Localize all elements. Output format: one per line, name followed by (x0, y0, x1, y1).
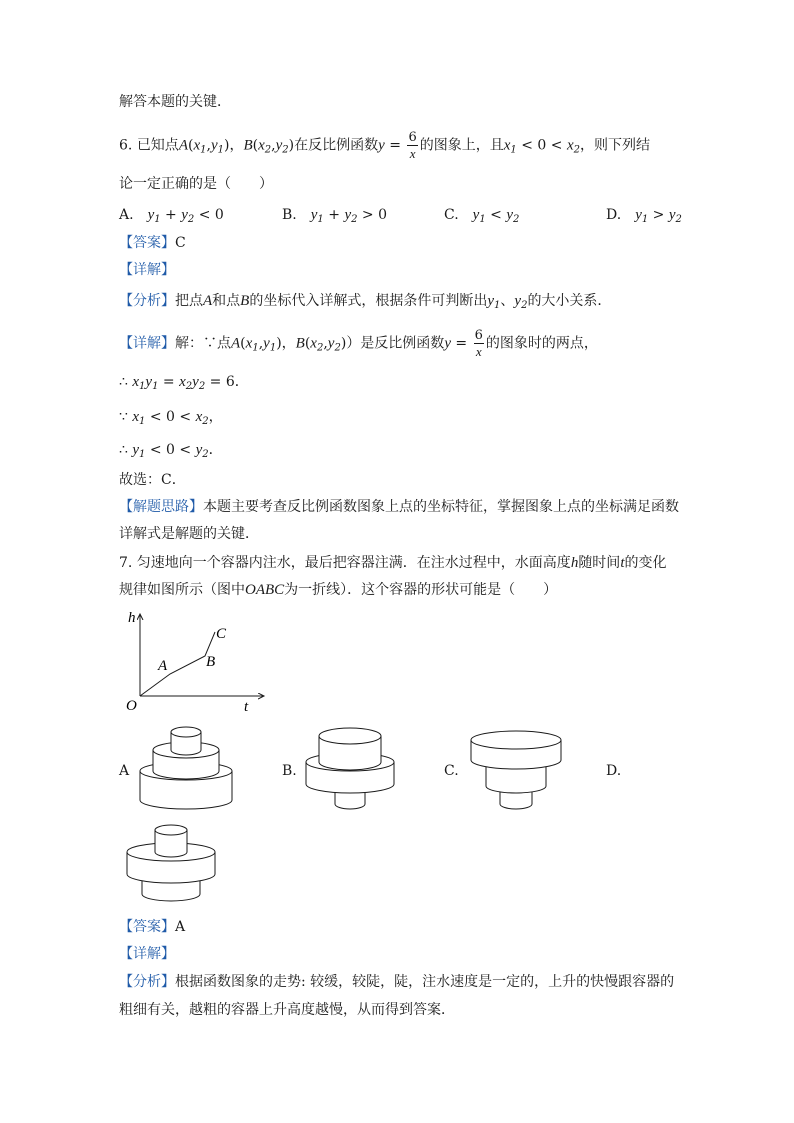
q6-detail-text-2: ）是反比例函数 (346, 335, 445, 352)
q6-analysis-text-1: 把点 (175, 293, 203, 309)
q6-detail-tag: 【详解】 (119, 262, 175, 278)
q7-graph (118, 608, 268, 718)
q7-option-d[interactable]: D. (606, 763, 622, 779)
q6-option-d-label: D. (606, 207, 622, 223)
q6-conclusion: 故选：C． (119, 472, 186, 488)
q7-label-a: A (158, 658, 168, 674)
q7-polyline-oabc (140, 632, 215, 696)
q7-label-b: B (206, 654, 216, 670)
q7-d-top-top (155, 825, 187, 835)
q6-text-4: ，则下列结 (579, 137, 650, 154)
q6-text-3: 的图象上，且 (419, 137, 504, 154)
q7-option-c[interactable]: C. (444, 763, 459, 779)
q7-answer: A (175, 919, 186, 935)
q7-container-a (138, 726, 234, 812)
q6-option-b-label: B. (282, 207, 297, 223)
q6-option-a[interactable]: A. $y_1 + y_2 < 0$ (119, 207, 224, 225)
q6-step-2: ∵ $x_1 < 0 < x_2$， (119, 409, 223, 427)
q7-text-2a: 规律如图所示（图中 (119, 582, 245, 598)
q6-idea-tag: 【解题思路】 (119, 499, 203, 515)
intro-line: 解答本题的关键． (119, 94, 231, 110)
q7-text-1c: 的变化 (624, 555, 667, 571)
q6-idea-text-1: 本题主要考查反比例函数图象上点的坐标特征，掌握图象上点的坐标满足函数 (203, 499, 679, 515)
q7-option-b[interactable]: B. (282, 763, 297, 779)
q7-label-c: C (216, 626, 227, 642)
q7-label-h: h (128, 610, 136, 626)
q7-stem-line2: 规律如图所示（图中OABC为一折线）．这个容器的形状可能是（ ） (119, 582, 558, 598)
q7-b-top-top (319, 728, 381, 744)
q6-analysis-line: 【分析】把点A和点B的坐标代入详解式，根据条件可判断出$y_1$、$y_2$的大小关系． (119, 293, 612, 311)
q6-text-1: 已知点 (136, 137, 179, 154)
q7-label-o: O (126, 698, 137, 714)
q6-option-c[interactable]: C. $y_1 < y_2$ (444, 207, 520, 225)
q7-a-top-top (171, 727, 201, 737)
q6-fraction-1: $\frac{6}{x}$ (408, 130, 417, 161)
q6-option-c-label: C. (444, 207, 459, 223)
q6-analysis-text-2: 和点 (212, 293, 241, 309)
q7-answer-line (119, 917, 185, 937)
q6-stem-line2: 论一定正确的是（ ） (119, 176, 273, 192)
q6-option-d[interactable]: D. $y_1 > y_2$ (606, 207, 682, 225)
q7-analysis-line2: 粗细有关，越粗的容器上升高度越慢，从而得到答案． (119, 1002, 455, 1018)
q6-answer-tag: 【答案】 (119, 235, 175, 251)
q6-idea-line2: 详解式是解题的关键． (119, 526, 259, 542)
q7-container-d (124, 822, 218, 908)
q6-stem-line1: 6. 已知点$A(x_1,y_1)$，$B(x_2,y_2)$在反比例函数y = $\frac{6}{x}$ 的图象上，且$x_1 < 0 < x_2$，则下列结 (119, 130, 650, 161)
q6-answer: C (175, 235, 186, 251)
q6-fraction-2: $\frac{6}{x}$ (474, 328, 483, 359)
q7-container-c (468, 726, 564, 812)
q7-analysis-line1 (119, 972, 674, 992)
q6-detail2-tag: 【详解】 (119, 335, 175, 352)
q7-container-b (302, 726, 398, 812)
q6-answer-line (119, 233, 186, 253)
q6-detail-line: 【详解】解：∵点$A(x_1,y_1)$，$B(x_2,y_2)$）是反比例函数y = $\frac{6}{x}$ 的图象时的两点， (119, 328, 598, 359)
q6-text-2: 在反比例函数 (294, 137, 379, 154)
q7-text-1: 7. 匀速地向一个容器内注水，最后把容器注满．在注水过程中，水面高度 (119, 555, 571, 571)
q6-detail-text-1: 解：∵点 (175, 335, 231, 352)
q6-analysis-text-3: 的坐标代入详解式，根据条件可判断出 (249, 293, 488, 309)
q6-step-1: ∴ $x_1y_1 = x_2y_2 = 6$． (119, 374, 249, 392)
q7-stem-line1: 7. 匀速地向一个容器内注水，最后把容器注满．在注水过程中，水面高度h随时间t的变化 (119, 555, 667, 571)
q7-detail-tag: 【详解】 (119, 946, 175, 962)
q6-detail-text-3: 的图象时的两点， (485, 335, 598, 352)
q6-analysis-tag: 【分析】 (119, 293, 175, 309)
q6-analysis-text-4: 的大小关系． (527, 293, 612, 309)
q6-option-b[interactable]: B. $y_1 + y_2 > 0$ (282, 207, 388, 225)
q7-c-middle-tier (486, 766, 546, 793)
q7-label-t: t (244, 699, 249, 715)
q7-analysis-text-1: 根据函数图象的走势: 较缓，较陡，陡，注水速度是一定的，上升的快慢跟容器的 (175, 974, 675, 990)
q6-option-a-label: A. (119, 207, 134, 223)
q7-c-top-top (471, 731, 561, 749)
q7-option-a[interactable]: A (119, 763, 130, 779)
q7-text-1b: 随时间 (578, 555, 621, 571)
q7-answer-tag: 【答案】 (119, 919, 175, 935)
q6-idea-line1 (119, 497, 679, 517)
q7-analysis-tag: 【分析】 (119, 974, 175, 990)
q6-number: 6. (119, 137, 133, 154)
q6-step-3: ∴ $y_1 < 0 < y_2$． (119, 442, 223, 460)
q7-text-2b: 为一折线）．这个容器的形状可能是（ ） (284, 582, 558, 598)
